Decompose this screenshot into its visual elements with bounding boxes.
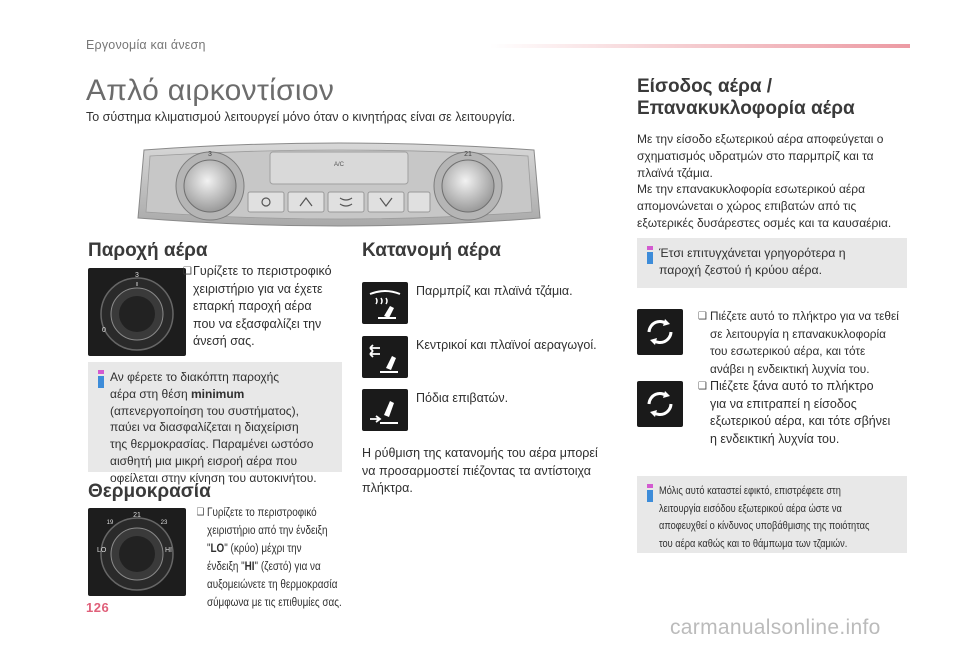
temperature-title: Θερμοκρασία <box>88 481 211 502</box>
svg-text:23: 23 <box>160 520 168 526</box>
header-accent-bar <box>490 44 910 48</box>
temperature-knob-image <box>88 508 186 596</box>
page-subtitle: Το σύστημα κλιματισμού λειτουργεί μόνο όταν ο κινητήρας είναι σε λειτουργία. <box>86 110 516 124</box>
info-icon <box>96 370 106 386</box>
distribution-title: Κατανομή αέρα <box>362 240 501 261</box>
air-intake-tip-box: Έτσι επιτυγχάνεται γρηγορότερα η παροχή ζεστού ή κρύου αέρα. <box>637 238 907 288</box>
info-icon <box>645 484 655 500</box>
distribution-label-feet: Πόδια επιβατών. <box>416 391 509 405</box>
fan-knob-bottom-label: 0 <box>102 327 106 334</box>
svg-text:HI: HI <box>165 547 172 554</box>
temperature-instruction: ❑ Γυρίζετε το περιστροφικό χειριστήριο από την ένδειξη "LO" (κρύο) μέχρι την ένδειξη "HI" (ζεστό) για να αυξομειώνετε τη θερμοκρασία σύμφωνα με τις επιθυμίες σας. <box>207 504 358 612</box>
distribution-label-windscreen: Παρμπρίζ και πλαϊνά τζάμια. <box>416 284 573 298</box>
page-title: Απλό αιρκοντίσιον <box>86 74 335 107</box>
windscreen-defrost-icon <box>362 282 408 324</box>
air-intake-title: Είσοδος αέρα / Επανακυκλοφορία αέρα <box>637 76 855 119</box>
recirculation-off-icon <box>637 381 683 427</box>
ac-control-panel-image <box>130 140 548 232</box>
panel-knob-right-label: 21 <box>464 151 472 158</box>
air-flow-info-box: Αν φέρετε το διακόπτη παροχής αέρα στη θέση minimum (απενεργοποίηση του συστήματος), παύει να διασφαλίζεται η διαχείριση της θερμοκρασίας. Παραμένει ωστόσο αισθητή μια μικρή εισροή αέρα που οφείλεται στην κίνηση του αυτοκινήτου. <box>88 362 342 472</box>
air-intake-description: Με την είσοδο εξωτερικού αέρα αποφεύγεται ο σχηματισμός υδρατμών στο παρμπρίζ και τα πλαϊνά τζάμια. Με την επανακυκλοφορία εσωτερικού αέρα απομονώνεται ο χώρος επιβατών από τις εξωτερικές δυσάρεστες οσμές και τα καυσαέρια. <box>637 132 892 230</box>
fan-knob-image <box>88 268 186 356</box>
bullet-icon: ❑ <box>698 311 707 322</box>
bullet-icon: ❑ <box>698 381 707 392</box>
air-intake-warning-box: Μόλις αυτό καταστεί εφικτό, επιστρέφετε στη λειτουργία εισόδου εξωτερικού αέρα ώστε να αποφευχθεί ο κίνδυνος υποβάθμισης της ποιότητας του αέρα καθώς και το θάμπωμα των τζαμιών. <box>637 476 907 553</box>
panel-ac-label: A/C <box>333 162 345 168</box>
distribution-label-vents: Κεντρικοί και πλαϊνοί αεραγωγοί. <box>416 338 597 352</box>
footwell-icon <box>362 389 408 431</box>
distribution-note: Η ρύθμιση της κατανομής του αέρα μπορεί να προσαρμοστεί πιέζοντας τα αντίστοιχα πλήκτρα. <box>362 446 598 495</box>
fan-knob-top-label: 3 <box>135 272 139 279</box>
air-flow-title: Παροχή αέρα <box>88 240 208 261</box>
section-header: Εργονομία και άνεση <box>86 38 206 52</box>
bullet-icon: ❑ <box>183 266 192 277</box>
panel-knob-left-label: 3 <box>208 151 212 158</box>
bullet-icon: ❑ <box>196 507 205 518</box>
recirculation-on-text: ❑ Πιέζετε αυτό το πλήκτρο για να τεθεί σε λειτουργία η επανακυκλοφορία του εσωτερικού αέρα, και τότε ανάβει η ενδεικτική λυχνία του. <box>698 309 899 376</box>
svg-text:21: 21 <box>133 512 141 519</box>
air-flow-instruction: ❑ Γυρίζετε το περιστροφικό χειριστήριο για να έχετε επαρκή παροχή αέρα που να εξασφαλίζει την άνεσή σας. <box>183 264 332 348</box>
recirculation-off-text: ❑ Πιέζετε ξάνα αυτό το πλήκτρο για να επιτραπεί η είσοδος εξωτερικού αέρα, και τότε σβήνει η ενδεικτική λυχνία του. <box>698 379 891 446</box>
recirculation-on-icon <box>637 309 683 355</box>
watermark: carmanualsonline.info <box>670 616 881 639</box>
svg-text:19: 19 <box>106 520 114 526</box>
face-vents-icon <box>362 336 408 378</box>
svg-text:LO: LO <box>97 547 107 554</box>
info-icon <box>645 246 655 262</box>
page-number: 126 <box>86 600 110 615</box>
